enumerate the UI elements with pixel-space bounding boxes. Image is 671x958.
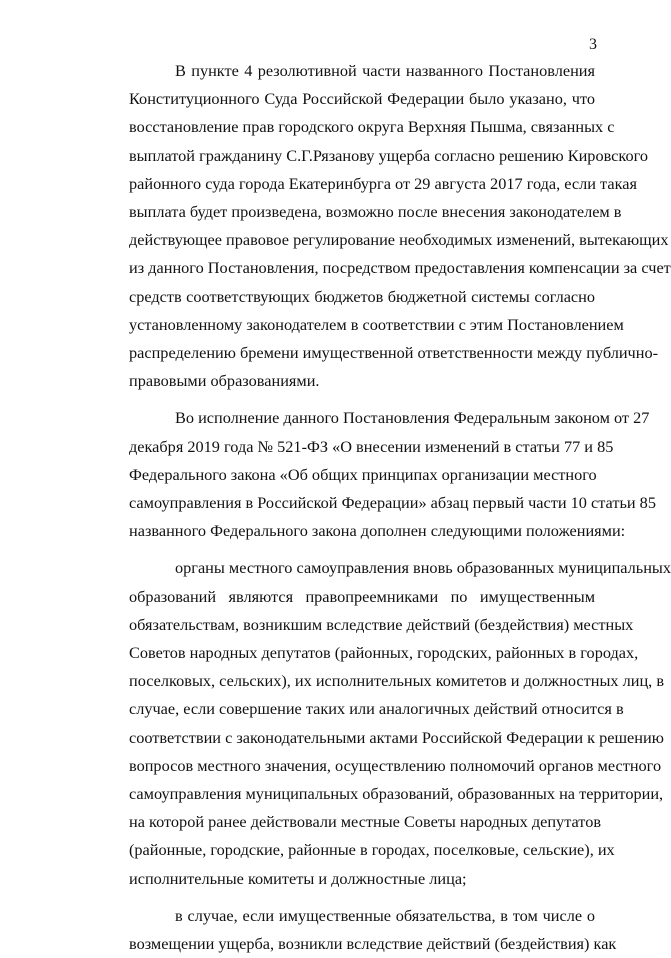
text-line: самоуправления муниципальных образований, образованных на территории,: [129, 784, 664, 804]
text-line: выплата будет произведена, возможно после внесения законодателем в: [129, 202, 622, 222]
text-line: на которой ранее действовали местные Советы народных депутатов: [129, 812, 602, 832]
text-line: районного суда города Екатеринбурга от 29 августа 2017 года, если такая: [129, 173, 637, 193]
text-line: в случае, если имущественные обязательства, в том числе о: [175, 905, 595, 925]
text-line: названного Федерального закона дополнен следующими положениями:: [129, 521, 626, 541]
text-line: распределению бремени имущественной ответственности между публично-: [129, 343, 659, 363]
page-number: 3: [589, 36, 597, 53]
text-line: (районные, городские, районные в городах, поселковые, сельские), их: [129, 840, 615, 860]
text-line: В пункте 4 резолютивной части названного Постановления: [175, 61, 595, 80]
text-line: Советов народных депутатов (районных, городских, районных в городах,: [129, 643, 639, 663]
text-line: из данного Постановления, посредством предоставления компенсации за счет: [129, 258, 671, 278]
text-line: установленному законодателем в соответствии с этим Постановлением: [129, 314, 624, 334]
text-line: поселковых, сельских), их исполнительных комитетов и должностных лиц, в: [129, 671, 665, 691]
text-line: исполнительные комитеты и должностные лица;: [129, 868, 467, 888]
text-line: восстановление прав городского округа Верхняя Пышма, связанных с: [129, 117, 615, 137]
text-line: декабря 2019 года № 521-ФЗ «О внесении изменений в статьи 77 и 85: [129, 436, 614, 456]
text-line: органы местного самоуправления вновь образованных муниципальных: [175, 558, 671, 578]
text-line: правовыми образованиями.: [129, 371, 320, 391]
paragraph: [83, 404, 656, 545]
text-line: случае, если совершение таких или аналогичных действий относится в: [129, 699, 624, 719]
text-line: образований являются правопреемниками по имущественным: [129, 586, 595, 606]
text-line: действующее правовое регулирование необходимых изменений, вытекающих: [129, 230, 669, 250]
paragraph-gap: [83, 893, 595, 902]
text-line: выплатой гражданину С.Г.Рязанову ущерба согласно решению Кировского: [129, 145, 649, 165]
paragraph-gap: [83, 395, 595, 404]
text-line: Конституционного Суда Российской Федерации было указано, что: [129, 89, 595, 109]
paragraph: [83, 57, 671, 395]
text-line: соответствии с законодательными актами Российской Федерации к решению: [129, 727, 664, 747]
text-line: Во исполнение данного Постановления Федеральным законом от 27: [175, 408, 650, 428]
text-line: Федерального закона «Об общих принципах организации местного: [129, 464, 597, 484]
document-body: [83, 57, 671, 958]
text-line: средств соответствующих бюджетов бюджетной системы согласно: [129, 286, 595, 306]
text-line: самоуправления в Российской Федерации» абзац первый части 10 статьи 85: [129, 493, 656, 513]
paragraph: [83, 902, 617, 958]
text-line: возмещении ущерба, возникли вследствие действий (бездействия) как: [129, 934, 617, 954]
paragraph: [83, 554, 671, 892]
text-line: обязательствам, возникшим вследствие действий (бездействия) местных: [129, 614, 634, 634]
paragraph-gap: [83, 545, 595, 554]
text-line: вопросов местного значения, осуществлению полномочий органов местного: [129, 755, 662, 775]
